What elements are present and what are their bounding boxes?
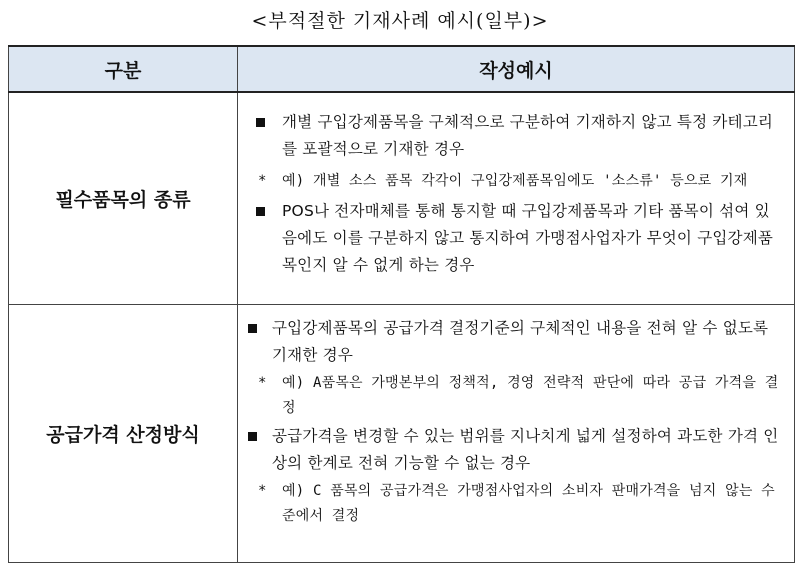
note-marker: * bbox=[258, 374, 267, 391]
note-text: 예) C 품목의 공급가격은 가맹점사업자의 소비자 판매가격을 넘지 않는 수준에서 결정 bbox=[282, 482, 775, 524]
note-text: 예) 개별 소스 품목 각각이 구입강제품목임에도 '소스류' 등으로 기재 bbox=[282, 173, 748, 189]
list-item bbox=[248, 109, 784, 163]
square-bullet-icon bbox=[256, 207, 265, 216]
document-title: <부적절한 기재사례 예시(일부)> bbox=[251, 10, 549, 32]
list-item bbox=[248, 198, 784, 279]
table-row bbox=[9, 304, 795, 562]
list-item bbox=[248, 423, 784, 477]
row-content bbox=[238, 304, 795, 562]
header-examples: 작성예시 bbox=[238, 46, 795, 92]
square-bullet-icon bbox=[248, 324, 257, 333]
note-marker: * bbox=[258, 482, 267, 499]
item-text: POS나 전자매체를 통해 통지할 때 구입강제품목과 기타 품목이 섞여 있음에도 이를 구분하지 않고 통지하여 가맹점사업자가 무엇이 구입강제품목인지 알 수 없게 하는 경우 bbox=[282, 202, 774, 274]
table-row bbox=[9, 92, 795, 304]
item-text: 공급가격을 변경할 수 있는 범위를 지나치게 넓게 설정하여 과도한 가격 인상의 한계로 전혀 기능할 수 없는 경우 bbox=[272, 426, 779, 472]
note-text: 예) A품목은 가맹본부의 정책적, 경영 전략적 판단에 따라 공급 가격을 결정 bbox=[282, 374, 779, 416]
item-text: 구입강제품목의 공급가격 결정기준의 구체적인 내용을 전혀 알 수 없도록 기재한 경우 bbox=[272, 318, 769, 364]
examples-table bbox=[8, 45, 795, 563]
square-bullet-icon bbox=[256, 118, 265, 127]
example-note bbox=[248, 169, 784, 194]
list-item bbox=[248, 315, 784, 369]
table-header-row bbox=[9, 46, 795, 92]
row-content bbox=[238, 92, 795, 304]
header-category: 구분 bbox=[9, 46, 238, 92]
example-note bbox=[248, 371, 784, 421]
square-bullet-icon bbox=[248, 432, 257, 441]
example-note bbox=[248, 479, 784, 529]
row-category: 필수품목의 종류 bbox=[9, 92, 238, 304]
note-marker: * bbox=[258, 173, 267, 189]
row-category: 공급가격 산정방식 bbox=[9, 304, 238, 562]
item-text: 개별 구입강제품목을 구체적으로 구분하여 기재하지 않고 특정 카테고리를 포괄적으로 기재한 경우 bbox=[282, 113, 774, 158]
